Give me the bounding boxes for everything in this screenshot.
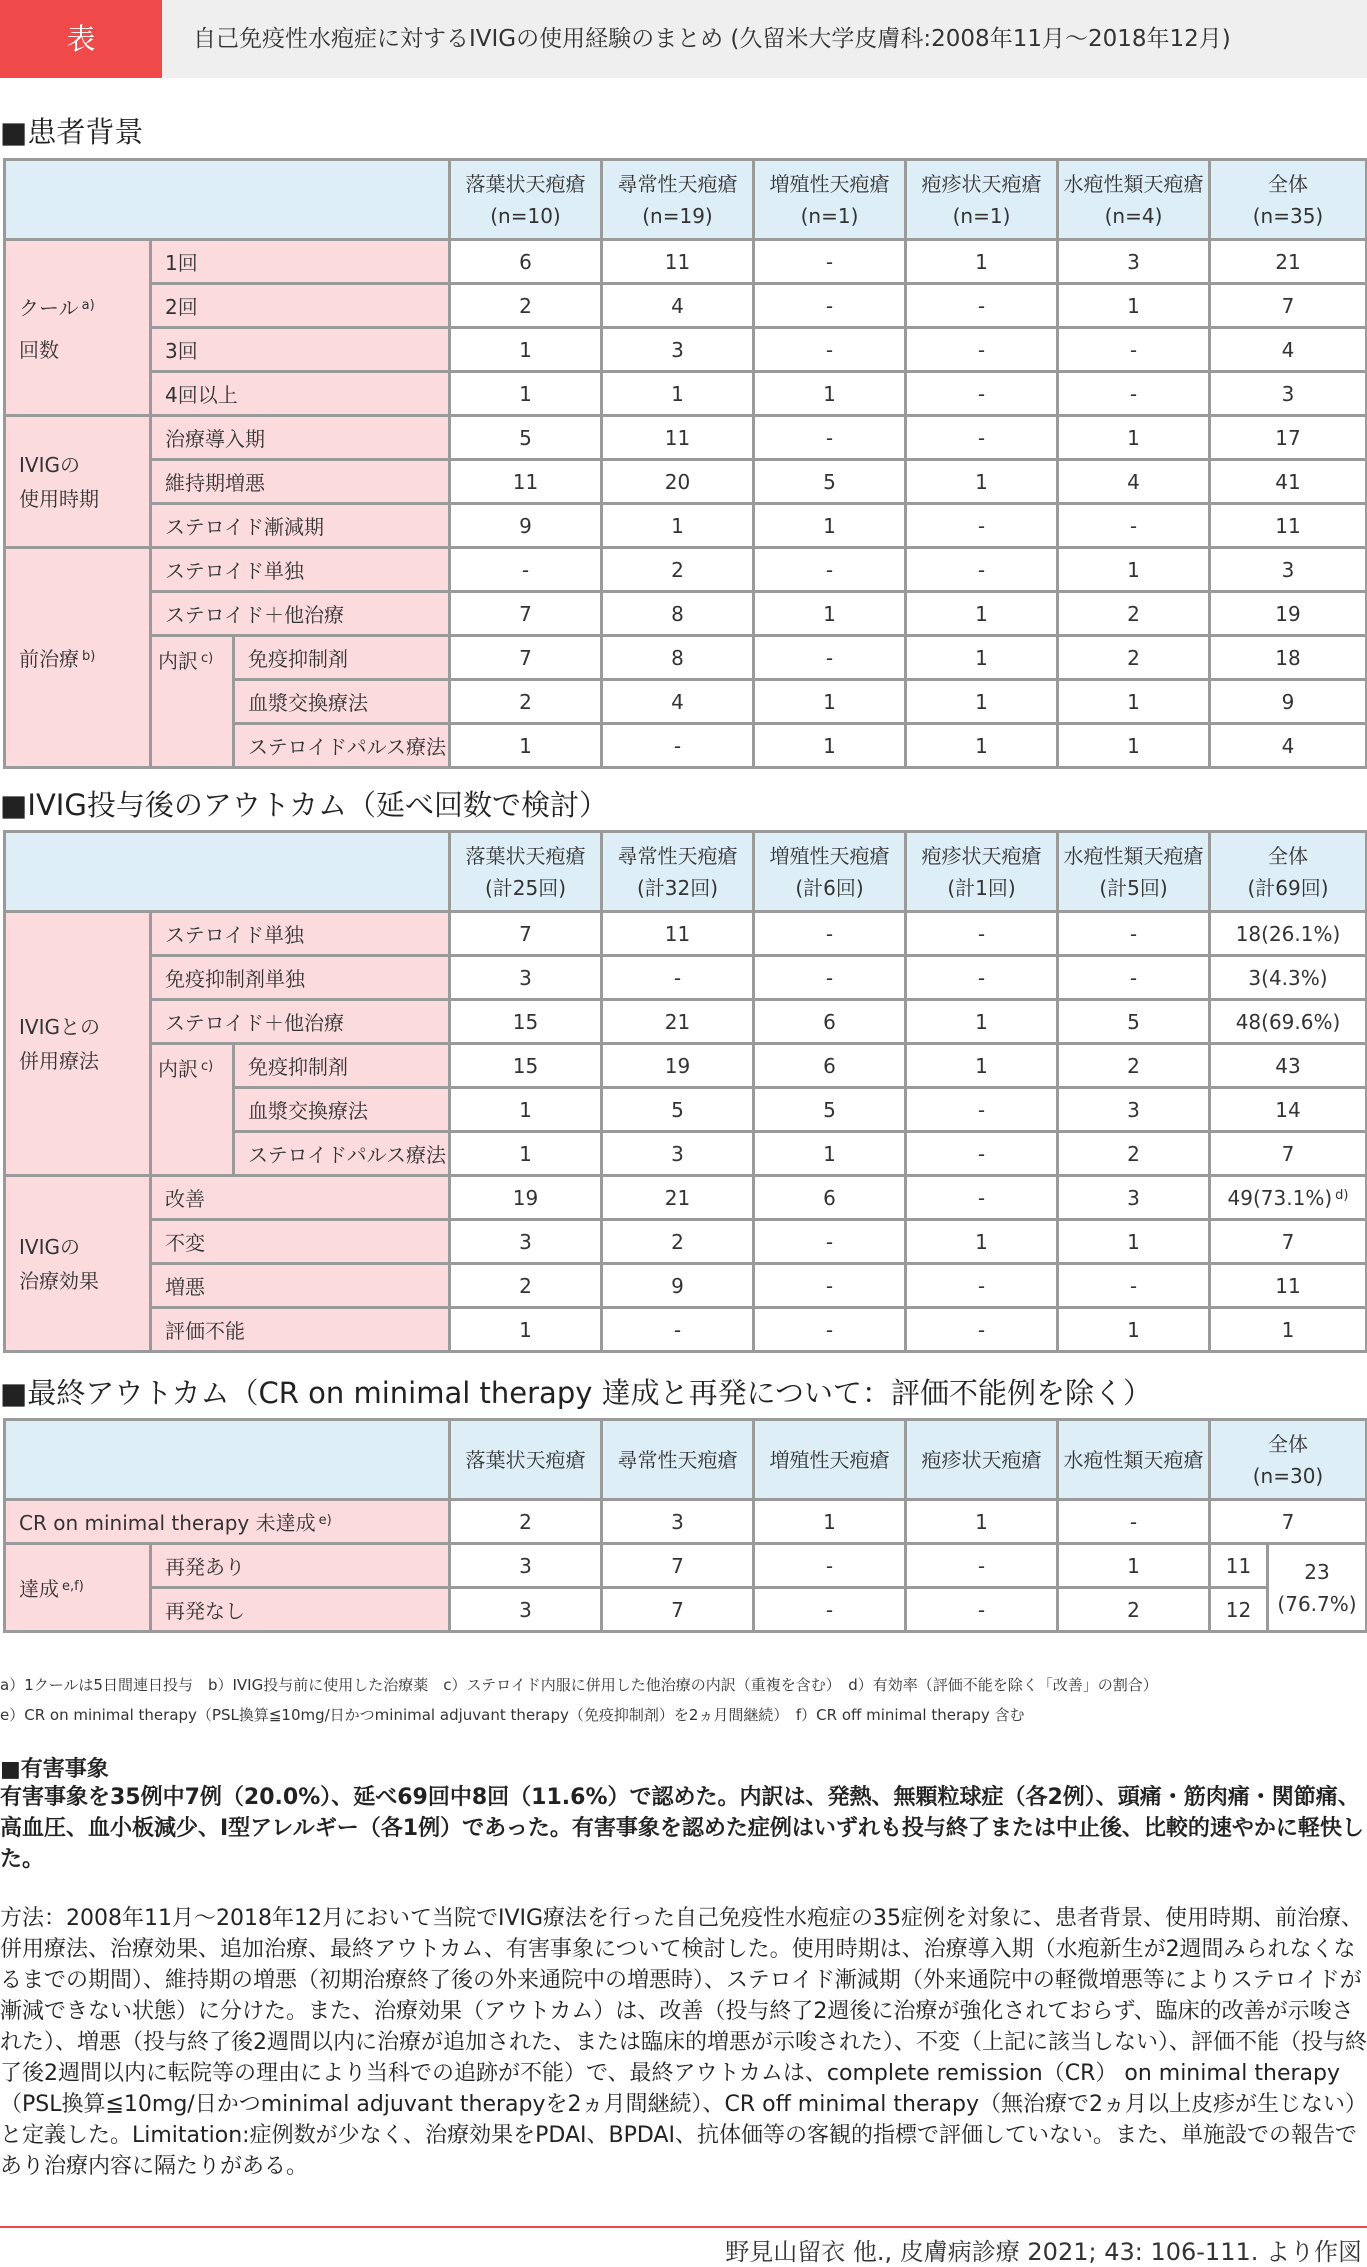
table-row	[5, 1500, 1367, 1544]
cell-value: 14	[1210, 1088, 1367, 1132]
cell-value: -	[1058, 1264, 1210, 1308]
cell-value: 1	[754, 724, 906, 768]
cell-value: 3	[450, 1220, 602, 1264]
cell-value: 21	[602, 1000, 754, 1044]
row-label: 再発なし	[151, 1588, 450, 1632]
column-header: 全体 (計69回)	[1210, 832, 1367, 912]
cell-value: 1	[1058, 724, 1210, 768]
cell-value: 1	[450, 1132, 602, 1176]
cell-value: -	[906, 956, 1058, 1000]
achieved-total: 23 (76.7%)	[1268, 1544, 1367, 1632]
cell-value: -	[906, 372, 1058, 416]
cell-value: -	[754, 1220, 906, 1264]
cell-value: 1	[906, 1044, 1058, 1088]
header-blank	[5, 832, 450, 912]
cell-value: -	[906, 1088, 1058, 1132]
row-label: 血漿交換療法	[234, 1088, 450, 1132]
cell-value: -	[754, 240, 906, 284]
column-header: 増殖性天疱瘡 (n=1)	[754, 160, 906, 240]
cell-value: 3	[1058, 240, 1210, 284]
cell-value: 2	[450, 680, 602, 724]
row-label: 改善	[151, 1176, 450, 1220]
column-header: 増殖性天疱瘡 (計6回)	[754, 832, 906, 912]
cell-value: 5	[754, 1088, 906, 1132]
column-header: 疱疹状天疱瘡 (計1回)	[906, 832, 1058, 912]
cell-value: 1	[754, 1132, 906, 1176]
cell-value: 7	[1210, 1132, 1367, 1176]
cell-value: -	[754, 912, 906, 956]
cell-value: 4	[602, 284, 754, 328]
cell-value: 11	[1210, 1544, 1268, 1588]
cell-value: 7	[450, 592, 602, 636]
group-label-achieved: 達成 $^{e,f)}$	[5, 1544, 151, 1632]
adverse-events-text: 有害事象を35例中7例（20.0%）、延べ69回中8回（11.6%）で認めた。内訳は、発熱、無顆粒球症（各2例）、頭痛・筋肉痛・関節痛、高血圧、血小板減少、Ⅰ型アレルギー（各1例）であった。有害事象を認めた症例はいずれも投与終了または中止後、比較的速やかに軽快した。	[0, 1785, 1364, 1872]
cell-value: 2	[602, 548, 754, 592]
table-row	[5, 240, 1367, 284]
row-label: ステロイド漸減期	[151, 504, 450, 548]
cell-value: 1	[906, 724, 1058, 768]
row-label: 血漿交換療法	[234, 680, 450, 724]
final-outcome-table	[3, 1418, 1367, 1633]
cell-value: -	[906, 416, 1058, 460]
cell-value: 3	[602, 1500, 754, 1544]
cell-value: 1	[754, 372, 906, 416]
cell-value: 1	[754, 504, 906, 548]
cell-value: 1	[754, 680, 906, 724]
cell-value: -	[1058, 956, 1210, 1000]
cell-value: -	[1058, 912, 1210, 956]
footnote-line-1: a）1クールは5日間連日投与 b）IVIG投与前に使用した治療薬 c）ステロイド内服に併用した他治療の内訳（重複を含む） d）有効率（評価不能を除く「改善」の割合）	[0, 1676, 1158, 1694]
cell-value: -	[754, 416, 906, 460]
row-label: 再発あり	[151, 1544, 450, 1588]
column-header: 増殖性天疱瘡	[754, 1420, 906, 1500]
cell-value: 1	[906, 636, 1058, 680]
cell-value: 15	[450, 1000, 602, 1044]
cell-value: 3(4.3%)	[1210, 956, 1367, 1000]
cell-value: 15	[450, 1044, 602, 1088]
cell-value: -	[1058, 1500, 1210, 1544]
cell-value: 1	[906, 240, 1058, 284]
row-label: 不変	[151, 1220, 450, 1264]
method-text: 方法：2008年11月～2018年12月において当院でIVIG療法を行った自己免疫性水疱症の35症例を対象に、患者背景、使用時期、前治療、併用療法、治療効果、追加治療、最終アウトカム、有害事象について検討した。使用時期は、治療導入期（水疱新生が2週間みられなくなるまでの期間）、維持期の増悪（初期治療終了後の外来通院中の増悪時）、ステロイド漸減期（外来通院中の軽微増悪等によりステロイドが漸減できない状態）に分けた。また、治療効果（アウトカム）は、改善（投与終了2週後に治療が強化されておらず、臨床的改善が示唆された）、増悪（投与終了後2週間以内に治療が追加された、または臨床的増悪が示唆された）、不変（上記に該当しない）、評価不能（投与終了後2週間以内に転院等の理由により当科での追跡が不能）で、最終アウトカムは、complete remission（CR） on minimal therapy（PSL換算≦10mg/日かつminimal adjuvant therapyを2ヵ月間継続）、CR off minimal therapy（無治療で2ヵ月以上皮疹が生じない）と定義した。Limitation:症例数が少なく、治療効果をPDAI、BPDAI、抗体価等の客観的指標で評価していない。また、単施設での報告であり治療内容に隔たりがある。	[0, 1906, 1367, 2179]
sublabel-breakdown: 内訳 $^{c)}$	[151, 1044, 234, 1176]
table-row	[5, 592, 1367, 636]
cell-value: 43	[1210, 1044, 1367, 1088]
row-label: 1回	[151, 240, 450, 284]
cell-value: 4	[1058, 460, 1210, 504]
cell-value: -	[754, 956, 906, 1000]
cell-value: -	[754, 1308, 906, 1352]
cell-value: 1	[450, 328, 602, 372]
cell-value: 2	[1058, 592, 1210, 636]
cell-value: 7	[1210, 1500, 1367, 1544]
cell-value: -	[906, 548, 1058, 592]
group-label-combination: IVIGとの 併用療法	[5, 912, 151, 1176]
cell-value: 2	[602, 1220, 754, 1264]
cell-value: -	[754, 328, 906, 372]
cell-value: 1	[906, 1500, 1058, 1544]
cell-value: -	[906, 1588, 1058, 1632]
table-row	[5, 416, 1367, 460]
column-header: 尋常性天疱瘡 (n=19)	[602, 160, 754, 240]
cell-value: 9	[602, 1264, 754, 1308]
column-header: 尋常性天疱瘡	[602, 1420, 754, 1500]
column-header: 落葉状天疱瘡 (計25回)	[450, 832, 602, 912]
header-bar	[0, 0, 1367, 78]
row-label: 増悪	[151, 1264, 450, 1308]
cell-value: 6	[754, 1044, 906, 1088]
group-label-ivig-timing: IVIGの 使用時期	[5, 416, 151, 548]
cell-value: 1	[1058, 1544, 1210, 1588]
row-label: ステロイド単独	[151, 912, 450, 956]
cell-value: -	[906, 284, 1058, 328]
adverse-events-title: ■有害事象	[0, 1757, 109, 1782]
cell-value: -	[906, 1308, 1058, 1352]
table-row	[5, 1044, 1367, 1088]
cell-value: 1	[906, 460, 1058, 504]
cell-value: 3	[1058, 1176, 1210, 1220]
table-row	[5, 1176, 1367, 1220]
cell-value: 1	[1058, 416, 1210, 460]
cell-value: -	[602, 1308, 754, 1352]
cell-value: 3	[602, 328, 754, 372]
sublabel-breakdown: 内訳 $^{c)}$	[151, 636, 234, 768]
cell-value: 1	[1058, 548, 1210, 592]
cell-value: -	[1058, 328, 1210, 372]
row-label: 治療導入期	[151, 416, 450, 460]
cell-value: 11	[602, 912, 754, 956]
cell-value: 3	[450, 956, 602, 1000]
cell-value: 1	[754, 1500, 906, 1544]
cell-value: -	[450, 548, 602, 592]
table-row	[5, 1308, 1367, 1352]
cell-value: 2	[1058, 1044, 1210, 1088]
cell-value: 4	[602, 680, 754, 724]
section-title-final-outcome: ■最終アウトカム（CR on minimal therapy 達成と再発について：評価不能例を除く）	[0, 1376, 1153, 1410]
cell-value: 1	[906, 1000, 1058, 1044]
table-row	[5, 1544, 1367, 1588]
cell-value: -	[906, 912, 1058, 956]
cell-value: 1	[450, 1308, 602, 1352]
cell-value: 11	[1210, 1264, 1367, 1308]
cell-value: 1	[1058, 284, 1210, 328]
cell-value: 7	[1210, 284, 1367, 328]
section-title-patient-background: ■患者背景	[0, 115, 144, 149]
page-title: 自己免疫性水疱症に対するIVIGの使用経験のまとめ (久留米大学皮膚科:2008年11月～2018年12月)	[193, 26, 1231, 52]
cell-value: 4	[1210, 328, 1367, 372]
cell-value: 19	[450, 1176, 602, 1220]
column-header: 落葉状天疱瘡 (n=10)	[450, 160, 602, 240]
cell-value: -	[754, 1544, 906, 1588]
table-row	[5, 548, 1367, 592]
column-header: 疱疹状天疱瘡 (n=1)	[906, 160, 1058, 240]
cell-value: 8	[602, 592, 754, 636]
cell-value: 3	[1210, 372, 1367, 416]
column-header: 水疱性類天疱瘡 (n=4)	[1058, 160, 1210, 240]
table-row	[5, 956, 1367, 1000]
table-row	[5, 1264, 1367, 1308]
cell-value: 1	[906, 1220, 1058, 1264]
cell-value: 2	[1058, 1132, 1210, 1176]
cell-value: 6	[450, 240, 602, 284]
table-row	[5, 284, 1367, 328]
cell-value: 21	[602, 1176, 754, 1220]
cell-value: 1	[1058, 1220, 1210, 1264]
row-label: 3回	[151, 328, 450, 372]
cell-value: -	[906, 328, 1058, 372]
cell-value: 9	[1210, 680, 1367, 724]
group-label-prior-treatment: 前治療 $^{b)}$	[5, 548, 151, 768]
cell-value: 1	[1210, 1308, 1367, 1352]
table-row	[5, 328, 1367, 372]
cell-value: -	[602, 956, 754, 1000]
cell-value: 20	[602, 460, 754, 504]
cell-value: 7	[602, 1588, 754, 1632]
column-header: 疱疹状天疱瘡	[906, 1420, 1058, 1500]
column-header: 水疱性類天疱瘡 (計5回)	[1058, 832, 1210, 912]
table-row	[5, 636, 1367, 680]
table-row	[5, 504, 1367, 548]
cell-value: 2	[450, 1264, 602, 1308]
table-row	[5, 1000, 1367, 1044]
table-header-row	[5, 832, 1367, 912]
cell-value: 1	[1058, 1308, 1210, 1352]
table-row	[5, 1220, 1367, 1264]
row-label: 2回	[151, 284, 450, 328]
cell-value: 7	[1210, 1220, 1367, 1264]
cell-value: 1	[754, 592, 906, 636]
cell-value: 5	[450, 416, 602, 460]
cell-value: 5	[602, 1088, 754, 1132]
row-label-not-achieved: CR on minimal therapy 未達成 $^{e)}$	[5, 1500, 450, 1544]
outcome-table	[3, 830, 1367, 1353]
row-label: ステロイド単独	[151, 548, 450, 592]
column-header: 落葉状天疱瘡	[450, 1420, 602, 1500]
cell-value: 8	[602, 636, 754, 680]
cell-value: 17	[1210, 416, 1367, 460]
row-label: 4回以上	[151, 372, 450, 416]
column-header: 全体 (n=35)	[1210, 160, 1367, 240]
header-blank	[5, 1420, 450, 1500]
cell-value: 11	[450, 460, 602, 504]
cell-value: 1	[906, 680, 1058, 724]
table-row	[5, 460, 1367, 504]
cell-value: -	[1058, 504, 1210, 548]
cell-value: 11	[602, 416, 754, 460]
cell-value: 7	[450, 636, 602, 680]
cell-value: 3	[450, 1588, 602, 1632]
cell-value: 3	[1210, 548, 1367, 592]
row-label: ステロイド＋他治療	[151, 592, 450, 636]
cell-value: 1	[602, 504, 754, 548]
row-label: ステロイドパルス療法	[234, 724, 450, 768]
table-tag: 表	[0, 0, 162, 78]
cell-value: -	[1058, 372, 1210, 416]
table-row	[5, 1588, 1367, 1632]
row-label: 免疫抑制剤単独	[151, 956, 450, 1000]
cell-value: -	[906, 504, 1058, 548]
cell-value: 4	[1210, 724, 1367, 768]
cell-value: 3	[450, 1544, 602, 1588]
cell-value: -	[754, 284, 906, 328]
cell-value: -	[906, 1132, 1058, 1176]
cell-value: 1	[602, 372, 754, 416]
table-row	[5, 372, 1367, 416]
column-header: 水疱性類天疱瘡	[1058, 1420, 1210, 1500]
column-header: 尋常性天疱瘡 (計32回)	[602, 832, 754, 912]
row-label: ステロイドパルス療法	[234, 1132, 450, 1176]
cell-value: 21	[1210, 240, 1367, 284]
cell-value: 12	[1210, 1588, 1268, 1632]
patient-background-table	[3, 158, 1367, 769]
cell-value: 19	[602, 1044, 754, 1088]
cell-value: -	[906, 1264, 1058, 1308]
cell-value: 1	[450, 372, 602, 416]
source-citation: 野見山留衣 他., 皮膚病診療 2021; 43: 106-111. より作図	[725, 2238, 1362, 2266]
section-title-outcome: ■IVIG投与後のアウトカム（延べ回数で検討）	[0, 788, 608, 822]
cell-value: 48(69.6%)	[1210, 1000, 1367, 1044]
cell-value: 2	[1058, 1588, 1210, 1632]
cell-value: 7	[450, 912, 602, 956]
cell-value: 49(73.1%) $^{d)}$	[1210, 1176, 1367, 1220]
cell-value: 18(26.1%)	[1210, 912, 1367, 956]
cell-value: 41	[1210, 460, 1367, 504]
cell-value: 2	[450, 1500, 602, 1544]
row-label: ステロイド＋他治療	[151, 1000, 450, 1044]
cell-value: 1	[1058, 680, 1210, 724]
cell-value: 5	[1058, 1000, 1210, 1044]
cell-value: 1	[450, 724, 602, 768]
column-header: 全体 (n=30)	[1210, 1420, 1367, 1500]
cell-value: 1	[906, 592, 1058, 636]
table-header-row	[5, 1420, 1367, 1500]
cell-value: 11	[1210, 504, 1367, 548]
cell-value: -	[906, 1176, 1058, 1220]
cell-value: 9	[450, 504, 602, 548]
group-label-efficacy: IVIGの 治療効果	[5, 1176, 151, 1352]
cell-value: 2	[1058, 636, 1210, 680]
header-blank	[5, 160, 450, 240]
group-label-course-count: クール $^{a)}$ 回数	[5, 240, 151, 416]
table-row	[5, 912, 1367, 956]
row-label: 免疫抑制剤	[234, 636, 450, 680]
cell-value: 3	[602, 1132, 754, 1176]
cell-value: -	[602, 724, 754, 768]
cell-value: 1	[450, 1088, 602, 1132]
cell-value: 19	[1210, 592, 1367, 636]
cell-value: 3	[1058, 1088, 1210, 1132]
cell-value: 7	[602, 1544, 754, 1588]
cell-value: -	[754, 636, 906, 680]
row-label: 免疫抑制剤	[234, 1044, 450, 1088]
divider	[0, 2226, 1367, 2228]
cell-value: -	[754, 548, 906, 592]
footnote-line-2: e）CR on minimal therapy（PSL換算≦10mg/日かつminimal adjuvant therapy（免疫抑制剤）を2ヵ月間継続） f）CR off minimal therapy 含む	[0, 1706, 1025, 1724]
cell-value: -	[906, 1544, 1058, 1588]
row-label: 評価不能	[151, 1308, 450, 1352]
table-header-row	[5, 160, 1367, 240]
cell-value: 6	[754, 1000, 906, 1044]
cell-value: 5	[754, 460, 906, 504]
cell-value: -	[754, 1264, 906, 1308]
cell-value: 11	[602, 240, 754, 284]
row-label: 維持期増悪	[151, 460, 450, 504]
cell-value: -	[754, 1588, 906, 1632]
cell-value: 2	[450, 284, 602, 328]
cell-value: 6	[754, 1176, 906, 1220]
cell-value: 18	[1210, 636, 1367, 680]
